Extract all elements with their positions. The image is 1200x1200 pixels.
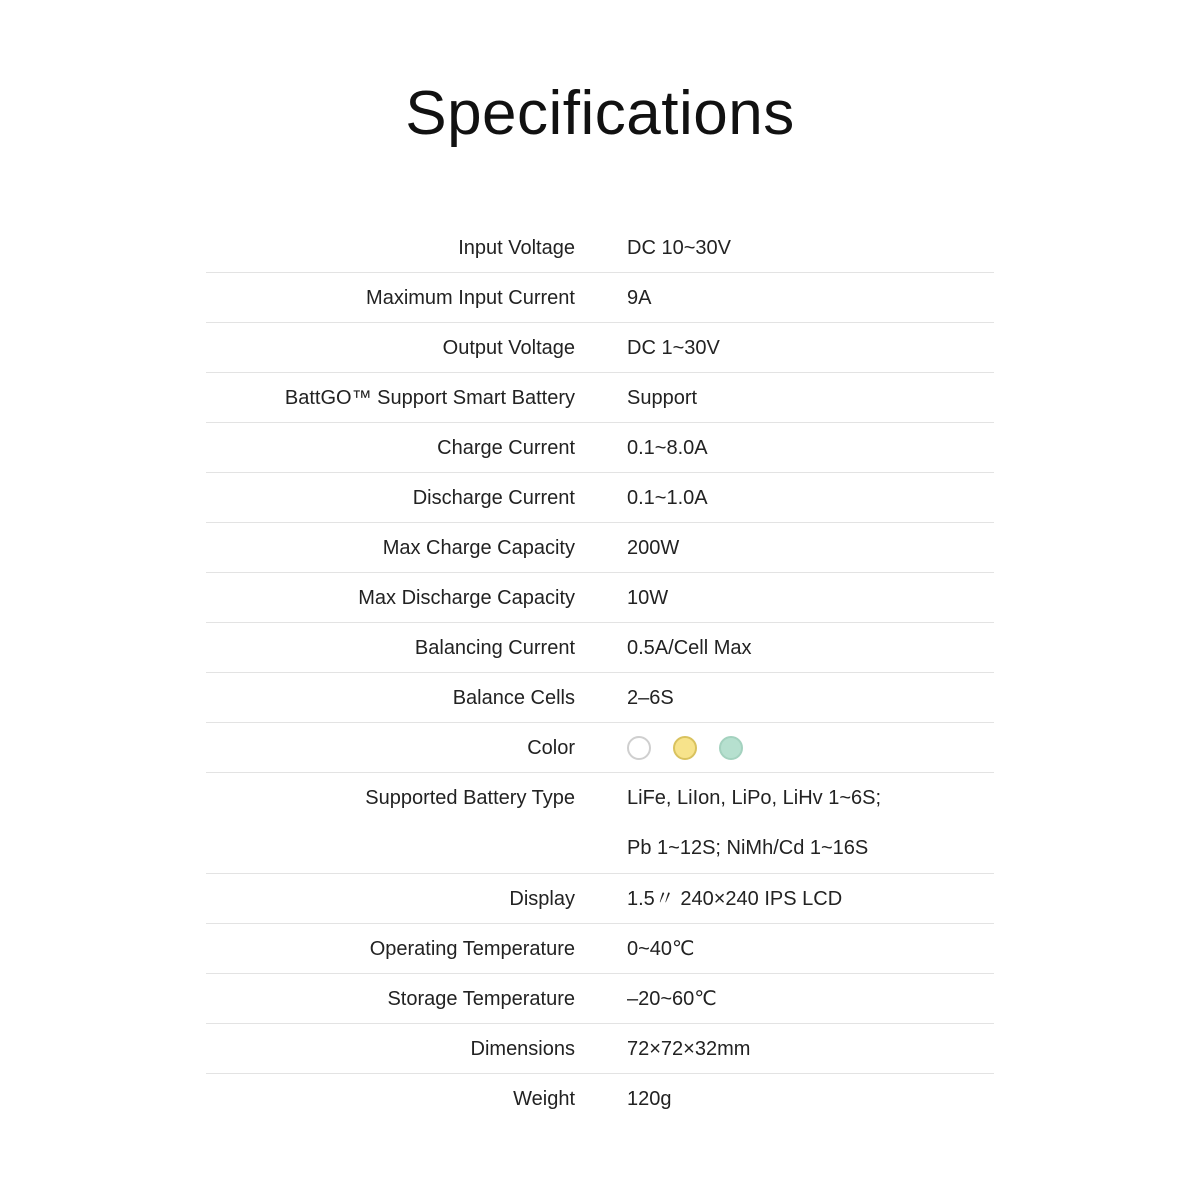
spec-value: LiFe, LiIon, LiPo, LiHv 1~6S; bbox=[627, 787, 882, 809]
color-swatch-white[interactable] bbox=[627, 736, 651, 760]
spec-value: Support bbox=[627, 387, 698, 409]
spec-value: 0.1~1.0A bbox=[627, 487, 708, 509]
spec-label: Max Discharge Capacity bbox=[358, 587, 575, 609]
spec-value-cell bbox=[575, 223, 731, 272]
spec-label: Output Voltage bbox=[442, 337, 575, 359]
spec-row bbox=[206, 1074, 994, 1123]
spec-row bbox=[206, 773, 994, 874]
spec-value: DC 10~30V bbox=[627, 237, 731, 259]
spec-label: Operating Temperature bbox=[369, 938, 575, 960]
spec-value: 1.5〃 240×240 IPS LCD bbox=[627, 888, 843, 910]
spec-value: –20~60℃ bbox=[627, 988, 717, 1010]
spec-value: 9A bbox=[627, 287, 652, 309]
spec-row bbox=[206, 623, 994, 673]
spec-value-cell bbox=[575, 1024, 750, 1073]
spec-row bbox=[206, 974, 994, 1024]
page-title: Specifications bbox=[405, 79, 795, 148]
spec-value-cell bbox=[575, 974, 717, 1023]
spec-label: Dimensions bbox=[470, 1038, 575, 1060]
spec-row bbox=[206, 423, 994, 473]
spec-label: BattGO™ Support Smart Battery bbox=[284, 387, 575, 409]
spec-row bbox=[206, 673, 994, 723]
spec-value: 0.5A/Cell Max bbox=[627, 637, 752, 659]
spec-label: Balancing Current bbox=[414, 637, 575, 659]
spec-row bbox=[206, 874, 994, 924]
spec-value: 72×72×32mm bbox=[627, 1038, 751, 1060]
spec-value-cell bbox=[575, 773, 881, 873]
spec-value: 200W bbox=[627, 537, 680, 559]
spec-value: DC 1~30V bbox=[627, 337, 720, 359]
spec-table bbox=[206, 223, 994, 1123]
spec-row bbox=[206, 924, 994, 974]
spec-value-cell bbox=[575, 273, 651, 322]
spec-row bbox=[206, 523, 994, 573]
spec-label: Balance Cells bbox=[452, 687, 575, 709]
spec-row bbox=[206, 323, 994, 373]
spec-row bbox=[206, 473, 994, 523]
spec-row bbox=[206, 1024, 994, 1074]
spec-value-cell bbox=[575, 323, 720, 372]
spec-label: Weight bbox=[513, 1088, 575, 1110]
spec-row bbox=[206, 723, 994, 773]
spec-value: 120g bbox=[627, 1088, 672, 1110]
spec-label: Supported Battery Type bbox=[365, 787, 575, 809]
spec-label: Discharge Current bbox=[412, 487, 575, 509]
spec-row bbox=[206, 373, 994, 423]
spec-value-cell bbox=[575, 473, 708, 522]
color-swatches bbox=[627, 723, 743, 772]
spec-value: 10W bbox=[627, 587, 669, 609]
spec-value-cell bbox=[575, 423, 708, 472]
color-swatch-yellow[interactable] bbox=[673, 736, 697, 760]
spec-row bbox=[206, 223, 994, 273]
spec-value: Pb 1~12S; NiMh/Cd 1~16S bbox=[627, 837, 869, 859]
spec-value-cell bbox=[575, 373, 697, 422]
spec-value-cell bbox=[575, 874, 842, 923]
spec-label: Maximum Input Current bbox=[366, 287, 575, 309]
spec-label: Input Voltage bbox=[458, 237, 575, 259]
spec-row bbox=[206, 273, 994, 323]
spec-value: 0~40℃ bbox=[627, 938, 695, 960]
spec-value-cell bbox=[575, 1074, 672, 1123]
spec-value-cell bbox=[575, 673, 674, 722]
spec-value-cell bbox=[575, 924, 695, 973]
spec-value-cell bbox=[575, 623, 752, 672]
spec-label: Charge Current bbox=[437, 437, 575, 459]
spec-value: 0.1~8.0A bbox=[627, 437, 708, 459]
spec-row bbox=[206, 573, 994, 623]
spec-value-cell bbox=[575, 573, 668, 622]
spec-label: Display bbox=[509, 888, 575, 910]
spec-value-cell bbox=[575, 723, 743, 772]
spec-label: Color bbox=[527, 737, 575, 759]
spec-label: Storage Temperature bbox=[387, 988, 575, 1010]
spec-value-cell bbox=[575, 523, 679, 572]
spec-value: 2–6S bbox=[627, 687, 674, 709]
color-swatch-mint[interactable] bbox=[719, 736, 743, 760]
spec-label: Max Charge Capacity bbox=[382, 537, 575, 559]
